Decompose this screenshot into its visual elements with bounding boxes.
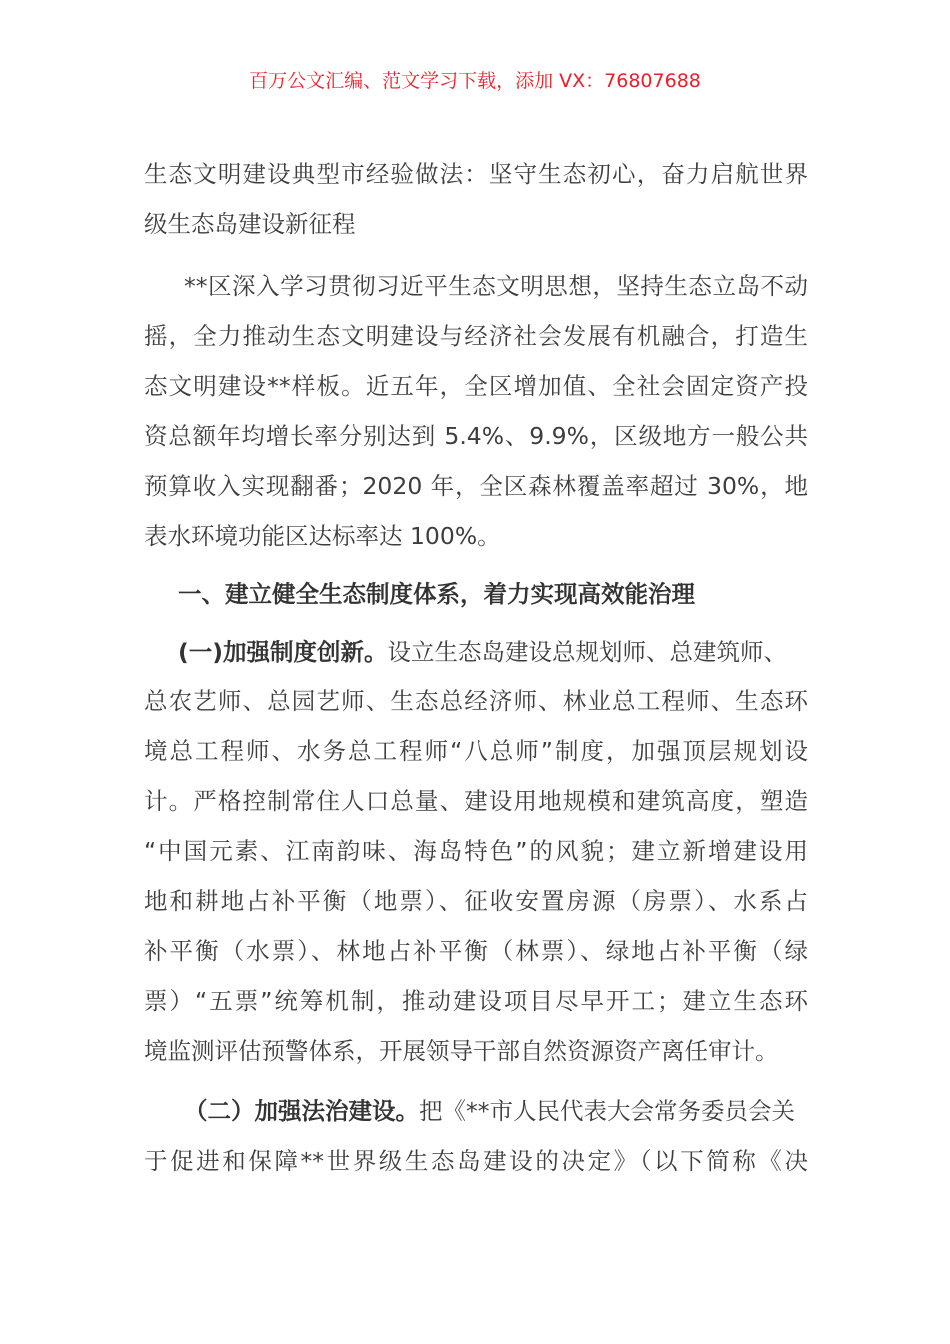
intro-line-5: 预算收入实现翻番；2020 年，全区森林覆盖率超过 30%，地 [144,472,808,500]
sub1-line-7: 补平衡（水票）、林地占补平衡（林票）、绿地占补平衡（绿 [144,937,808,965]
section-1-heading: 一、建立健全生态制度体系，着力实现高效能治理 [178,580,695,608]
sub1-line-3: 境总工程师、水务总工程师“八总师”制度，加强顶层规划设 [144,737,808,765]
sub1-first-line-rest: 设立生态岛建设总规划师、总建筑师、 [387,638,787,666]
sub1-line-2: 总农艺师、总园艺师、生态总经济师、林业总工程师、生态环 [144,687,808,715]
intro-line-2: 摇，全力推动生态文明建设与经济社会发展有机融合，打造生 [144,322,808,350]
sub2-first-line [184,1096,795,1126]
sub2-first-line-rest: 把《**市人民代表大会常务委员会关 [419,1097,795,1125]
sub1-line-8: 票）“五票”统筹机制，推动建设项目尽早开工；建立生态环 [144,987,808,1015]
intro-line-1: **区深入学习贯彻习近平生态文明思想，坚持生态立岛不动 [184,272,808,300]
sub1-line-4: 计。严格控制常住人口总量、建设用地规模和建筑高度，塑造 [144,787,808,815]
sub1-line-5: “中国元素、江南韵味、海岛特色”的风貌；建立新增建设用 [144,837,808,865]
intro-line-3: 态文明建设**样板。近五年，全区增加值、全社会固定资产投 [144,372,808,400]
sub2-line-2: 于促进和保障**世界级生态岛建设的决定》（以下简称《决 [144,1147,808,1175]
sub1-first-line [178,637,787,667]
document-title-line-2: 级生态岛建设新征程 [144,210,356,238]
sub1-line-9: 境监测评估预警体系，开展领导干部自然资源资产离任审计。 [144,1037,779,1065]
sub1-line-6: 地和耕地占补平衡（地票）、征收安置房源（房票）、水系占 [144,887,808,915]
sub1-bold-lead: (一)加强制度创新。 [178,638,388,666]
intro-line-6: 表水环境功能区达标率达 100%。 [144,522,501,550]
document-title-line-1: 生态文明建设典型市经验做法：坚守生态初心，奋力启航世界 [144,160,808,188]
watermark-header: 百万公文汇编、范文学习下载，添加 VX：76807688 [249,70,701,92]
intro-line-4: 资总额年均增长率分别达到 5.4%、9.9%，区级地方一般公共 [144,422,808,450]
sub2-bold-lead: （二）加强法治建设。 [184,1097,419,1125]
